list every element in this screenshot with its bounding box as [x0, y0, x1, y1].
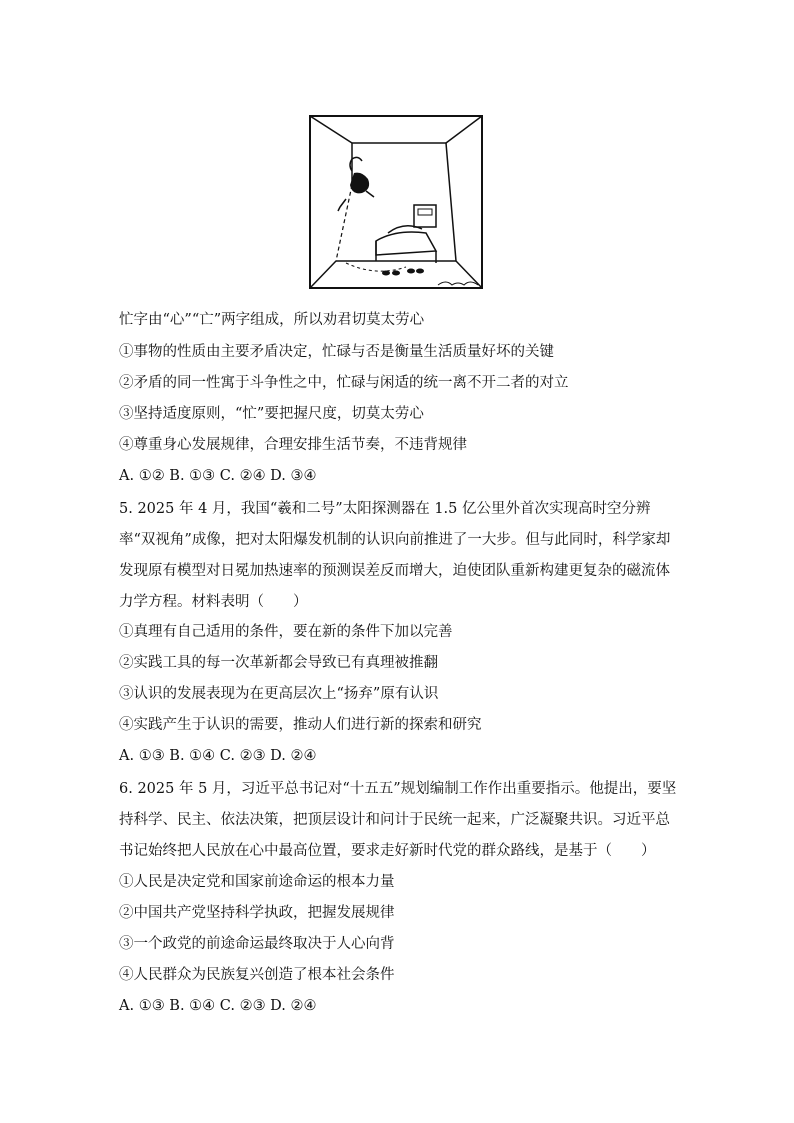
answer-choices: A. ①③ B. ①④ C. ②③ D. ②④ [119, 998, 317, 1014]
option-3: ③坚持适度原则，“忙”要把握尺度，切莫太劳心 [119, 406, 424, 422]
option-4: ④尊重身心发展规律，合理安排生活节奏，不违背规律 [119, 437, 467, 453]
answer-choices: A. ①② B. ①③ C. ②④ D. ③④ [119, 468, 317, 484]
question-6-stem: 6. 2025 年 5 月，习近平总书记对“十五五”规划编制工作作出重要指示。他提出，要坚持科学、民主、依法决策，把顶层设计和问计于民统一起来，广泛凝聚共识。习近平总书记始终把人民放在心中最高位置，要求走好新时代党的群众路线，是基于（ ） [119, 781, 677, 859]
option-1: ①人民是决定党和国家前途命运的根本力量 [119, 874, 395, 890]
option-1: ①事物的性质由主要矛盾决定，忙碌与否是衡量生活质量好坏的关键 [119, 344, 554, 360]
option-2: ②实践工具的每一次革新都会导致已有真理被推翻 [119, 655, 438, 671]
option-3: ③一个政党的前途命运最终取决于人心向背 [119, 936, 395, 952]
option-3: ③认识的发展表现为在更高层次上“扬弃”原有认识 [119, 686, 439, 702]
cartoon-illustration [306, 113, 486, 293]
option-4: ④人民群众为民族复兴创造了根本社会条件 [119, 967, 395, 983]
option-1: ①真理有自己适用的条件，要在新的条件下加以完善 [119, 624, 453, 640]
option-2: ②矛盾的同一性寓于斗争性之中，忙碌与闲适的统一离不开二者的对立 [119, 375, 569, 391]
question-4-stem: 忙字由“心”“亡”两字组成，所以劝君切莫太劳心 [119, 312, 425, 328]
question-5-stem: 5. 2025 年 4 月，我国“羲和二号”太阳探测器在 1.5 亿公里外首次实现高时空分辨率“双视角”成像，把对太阳爆发机制的认识向前推进了一大步。但与此同时，科学家却发现原有模型对日冕加热速率的预测误差反而增大，迫使团队重新构建更复杂的磁流体力学方程。材料表明（ ） [119, 501, 671, 610]
option-4: ④实践产生于认识的需要，推动人们进行新的探索和研究 [119, 717, 482, 733]
option-2: ②中国共产党坚持科学执政，把握发展规律 [119, 905, 395, 921]
answer-choices: A. ①③ B. ①④ C. ②③ D. ②④ [119, 748, 317, 764]
